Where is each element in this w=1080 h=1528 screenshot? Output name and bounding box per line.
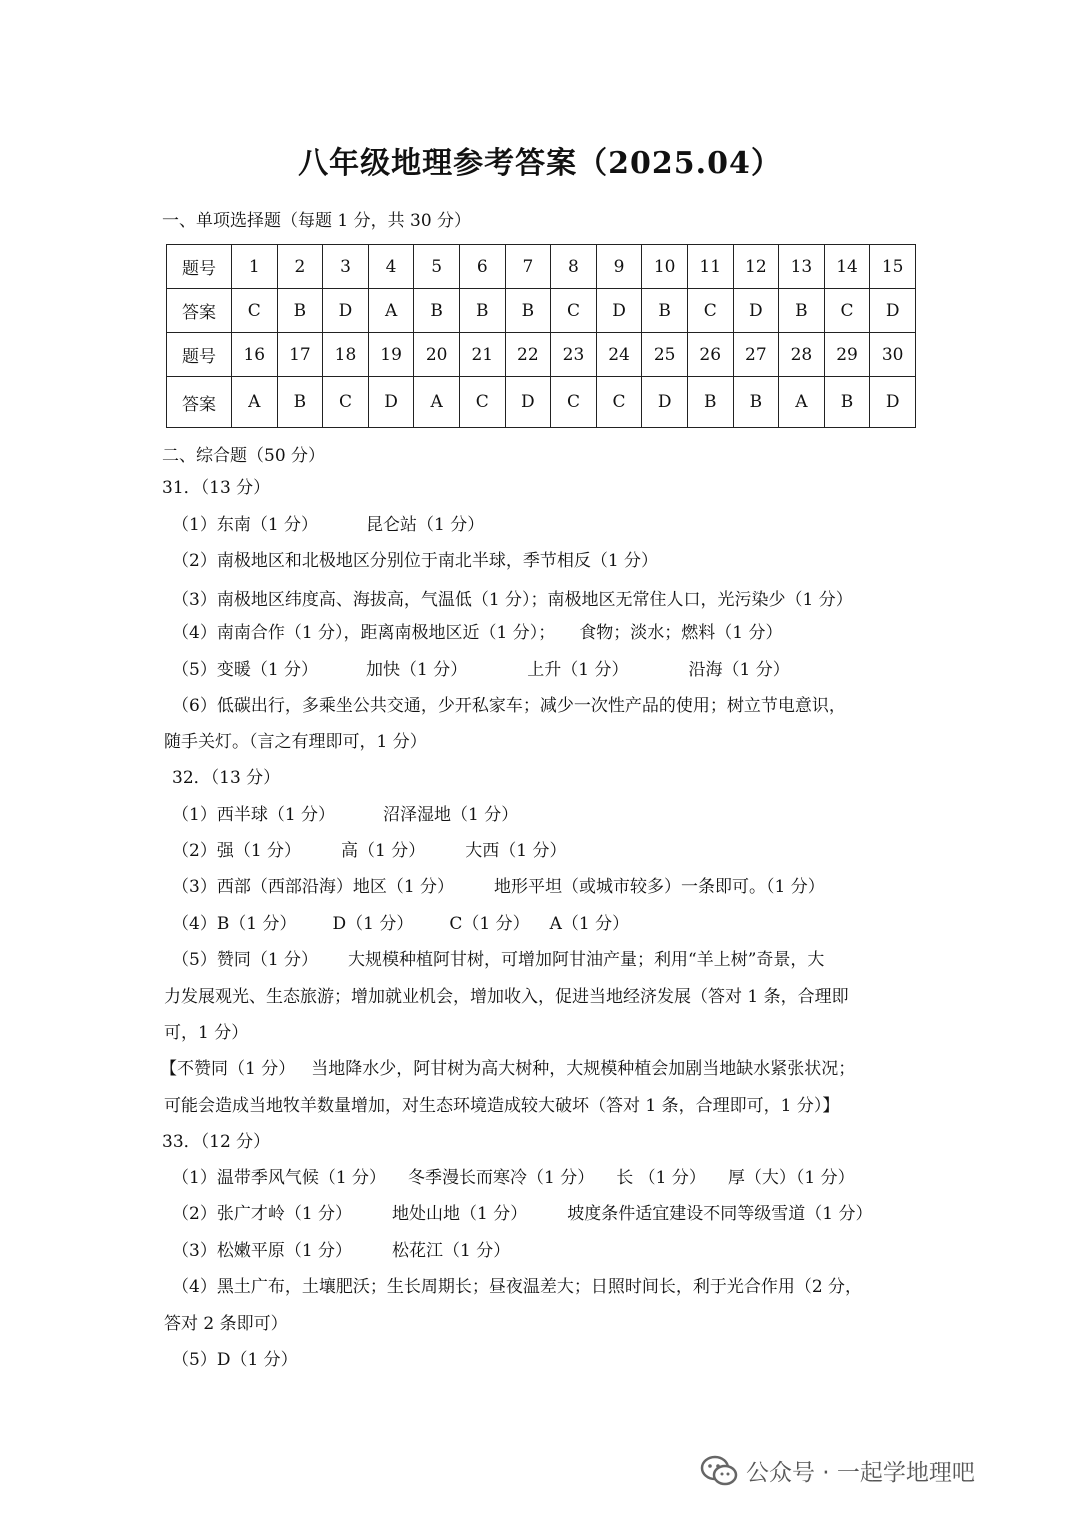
q33-line2 <box>172 1199 873 1224</box>
row-label: 答案 <box>167 377 232 428</box>
q32-line5-cont: 力发展观光、生态旅游；增加就业机会，增加收入，促进当地经济发展（答对 1 条，合理即 <box>164 987 849 1007</box>
question-number-cell: 22 <box>505 333 551 377</box>
q32-line5 <box>172 945 824 970</box>
question-number-cell: 8 <box>551 245 597 289</box>
answer-cell: D <box>870 377 916 428</box>
q31-line2: （2）南极地区和北极地区分别位于南北半球，季节相反（1 分） <box>172 551 659 571</box>
answer-cell: B <box>414 289 460 333</box>
answer-text: （4）南南合作（1 分），距离南极地区近（1 分）； <box>172 623 556 643</box>
answer-text: 【不赞同（1 分） <box>160 1059 296 1079</box>
q31-line6: （6）低碳出行，多乘坐公共交通，少开私家车；减少一次性产品的使用；树立节电意识， <box>172 696 846 716</box>
question-number-cell: 29 <box>824 333 870 377</box>
row-label: 题号 <box>167 333 232 377</box>
answer-cell: B <box>687 377 733 428</box>
question-number-cell: 26 <box>687 333 733 377</box>
question-number-cell: 27 <box>733 333 779 377</box>
q31-line5 <box>172 655 790 680</box>
answer-text: 松花江（1 分） <box>392 1241 511 1261</box>
question-number-cell: 30 <box>870 333 916 377</box>
question-number-cell: 1 <box>232 245 278 289</box>
answer-cell: A <box>232 377 278 428</box>
question-number-cell: 23 <box>551 333 597 377</box>
question-number-cell: 4 <box>368 245 414 289</box>
answer-cell: B <box>779 289 825 333</box>
question-number-cell: 15 <box>870 245 916 289</box>
row-label: 答案 <box>167 289 232 333</box>
question-number-cell: 7 <box>505 245 551 289</box>
q32-line3 <box>172 872 825 897</box>
question-number-cell: 28 <box>779 333 825 377</box>
answer-text: 大西（1 分） <box>465 841 567 861</box>
question-number-cell: 13 <box>779 245 825 289</box>
question-number-cell: 19 <box>368 333 414 377</box>
answer-text: 食物；淡水；燃料（1 分） <box>579 623 783 643</box>
question-number-cell: 11 <box>687 245 733 289</box>
watermark-text: 公众号 · 一起学地理吧 <box>746 1460 975 1486</box>
answer-cell: B <box>277 289 323 333</box>
answer-cell: C <box>687 289 733 333</box>
question-number-cell: 9 <box>596 245 642 289</box>
table-row <box>167 245 916 289</box>
answer-cell: C <box>323 377 369 428</box>
question-number-cell: 24 <box>596 333 642 377</box>
question-number-cell: 2 <box>277 245 323 289</box>
answer-text: 地形平坦（或城市较多）一条即可。（1 分） <box>494 877 825 897</box>
q32-line4 <box>172 909 629 934</box>
q33-line1 <box>172 1163 855 1188</box>
answer-text: 大规模种植阿甘树，可增加阿甘油产量；利用“羊上树”奇景，大 <box>348 950 825 970</box>
answer-cell: C <box>551 377 597 428</box>
answer-cell: C <box>551 289 597 333</box>
answer-text: （1）东南（1 分） <box>172 515 319 535</box>
question-number-cell: 20 <box>414 333 460 377</box>
answer-text: （2）强（1 分） <box>172 841 302 861</box>
question-number-cell: 17 <box>277 333 323 377</box>
answer-text: 沼泽湿地（1 分） <box>383 805 519 825</box>
answer-text: （3）西部（西部沿海）地区（1 分） <box>172 877 455 897</box>
table-row <box>167 289 916 333</box>
question-number-cell: 21 <box>459 333 505 377</box>
q32-line5-cont2: 可，1 分） <box>164 1023 249 1043</box>
answer-cell: C <box>232 289 278 333</box>
answer-cell: D <box>870 289 916 333</box>
q31-line3: （3）南极地区纬度高、海拔高，气温低（1 分）；南极地区无常住人口，光污染少（1 分） <box>172 590 853 610</box>
answer-text: （1）温带季风气候（1 分） <box>172 1168 387 1188</box>
question-number-cell: 10 <box>642 245 688 289</box>
q32-line6-cont: 可能会造成当地牧羊数量增加，对生态环境造成较大破坏（答对 1 条，合理即可，1 分）】 <box>164 1096 840 1116</box>
q32-heading: 32．（13 分） <box>172 768 281 788</box>
answer-text: 加快（1 分） <box>366 660 468 680</box>
page-title: 八年级地理参考答案（2025.04） <box>298 146 782 181</box>
answer-cell: D <box>733 289 779 333</box>
question-number-cell: 25 <box>642 333 688 377</box>
answer-cell: B <box>505 289 551 333</box>
answer-text: 昆仑站（1 分） <box>366 515 485 535</box>
answer-cell: D <box>505 377 551 428</box>
answer-cell: C <box>824 289 870 333</box>
section1-heading: 一、单项选择题（每题 1 分，共 30 分） <box>162 211 472 231</box>
answer-text: （3）松嫩平原（1 分） <box>172 1241 353 1261</box>
answer-text: （2）张广才岭（1 分） <box>172 1204 353 1224</box>
q31-heading: 31．（13 分） <box>162 478 271 498</box>
question-number-cell: 12 <box>733 245 779 289</box>
question-number-cell: 5 <box>414 245 460 289</box>
q32-line6 <box>160 1054 855 1079</box>
answer-cell: A <box>368 289 414 333</box>
answer-text: A（1 分） <box>549 914 630 934</box>
watermark <box>700 1454 975 1487</box>
q33-line3 <box>172 1236 510 1261</box>
answer-text: 坡度条件适宜建设不同等级雪道（1 分） <box>567 1204 873 1224</box>
q31-line1 <box>172 510 484 535</box>
answer-cell: C <box>459 377 505 428</box>
answer-cell: D <box>596 289 642 333</box>
answer-text: 沿海（1 分） <box>688 660 790 680</box>
answer-cell: A <box>414 377 460 428</box>
answer-text: 长 （1 分） <box>616 1168 706 1188</box>
answer-text: （5）变暖（1 分） <box>172 660 319 680</box>
question-number-cell: 6 <box>459 245 505 289</box>
answer-cell: B <box>459 289 505 333</box>
answer-text: 厚（大）（1 分） <box>727 1168 855 1188</box>
answer-text: D（1 分） <box>332 914 414 934</box>
table-row <box>167 333 916 377</box>
row-label: 题号 <box>167 245 232 289</box>
answer-table <box>166 244 916 428</box>
section2-heading: 二、综合题（50 分） <box>162 446 326 466</box>
answer-text: （5）赞同（1 分） <box>172 950 319 970</box>
answer-text: 地处山地（1 分） <box>392 1204 528 1224</box>
answer-text: 当地降水少，阿甘树为高大树种，大规模种植会加剧当地缺水紧张状况； <box>311 1059 856 1079</box>
answer-cell: D <box>642 377 688 428</box>
answer-text: C（1 分） <box>449 914 530 934</box>
q33-heading: 33．（12 分） <box>162 1132 271 1152</box>
answer-text: 上升（1 分） <box>527 660 629 680</box>
q31-line6-cont: 随手关灯。（言之有理即可，1 分） <box>164 732 427 752</box>
question-number-cell: 14 <box>824 245 870 289</box>
answer-cell: B <box>642 289 688 333</box>
q33-line5: （5）D（1 分） <box>172 1350 298 1370</box>
answer-text: （4）B（1 分） <box>172 914 297 934</box>
answer-text: 冬季漫长而寒冷（1 分） <box>408 1168 595 1188</box>
q31-line4 <box>172 618 783 643</box>
answer-cell: B <box>733 377 779 428</box>
answer-text: （1）西半球（1 分） <box>172 805 336 825</box>
q32-line2 <box>172 836 567 861</box>
answer-cell: B <box>277 377 323 428</box>
q32-line1 <box>172 800 518 825</box>
question-number-cell: 16 <box>232 333 278 377</box>
q33-line4-cont: 答对 2 条即可） <box>164 1314 288 1334</box>
q33-line4: （4）黑土广布，土壤肥沃；生长周期长；昼夜温差大；日照时间长，利于光合作用（2 分， <box>172 1277 863 1297</box>
answer-text: 高（1 分） <box>341 841 426 861</box>
question-number-cell: 18 <box>323 333 369 377</box>
answer-cell: D <box>368 377 414 428</box>
answer-cell: D <box>323 289 369 333</box>
answer-cell: B <box>824 377 870 428</box>
answer-cell: C <box>596 377 642 428</box>
table-row <box>167 377 916 428</box>
question-number-cell: 3 <box>323 245 369 289</box>
answer-cell: A <box>779 377 825 428</box>
wechat-icon <box>700 1455 738 1487</box>
